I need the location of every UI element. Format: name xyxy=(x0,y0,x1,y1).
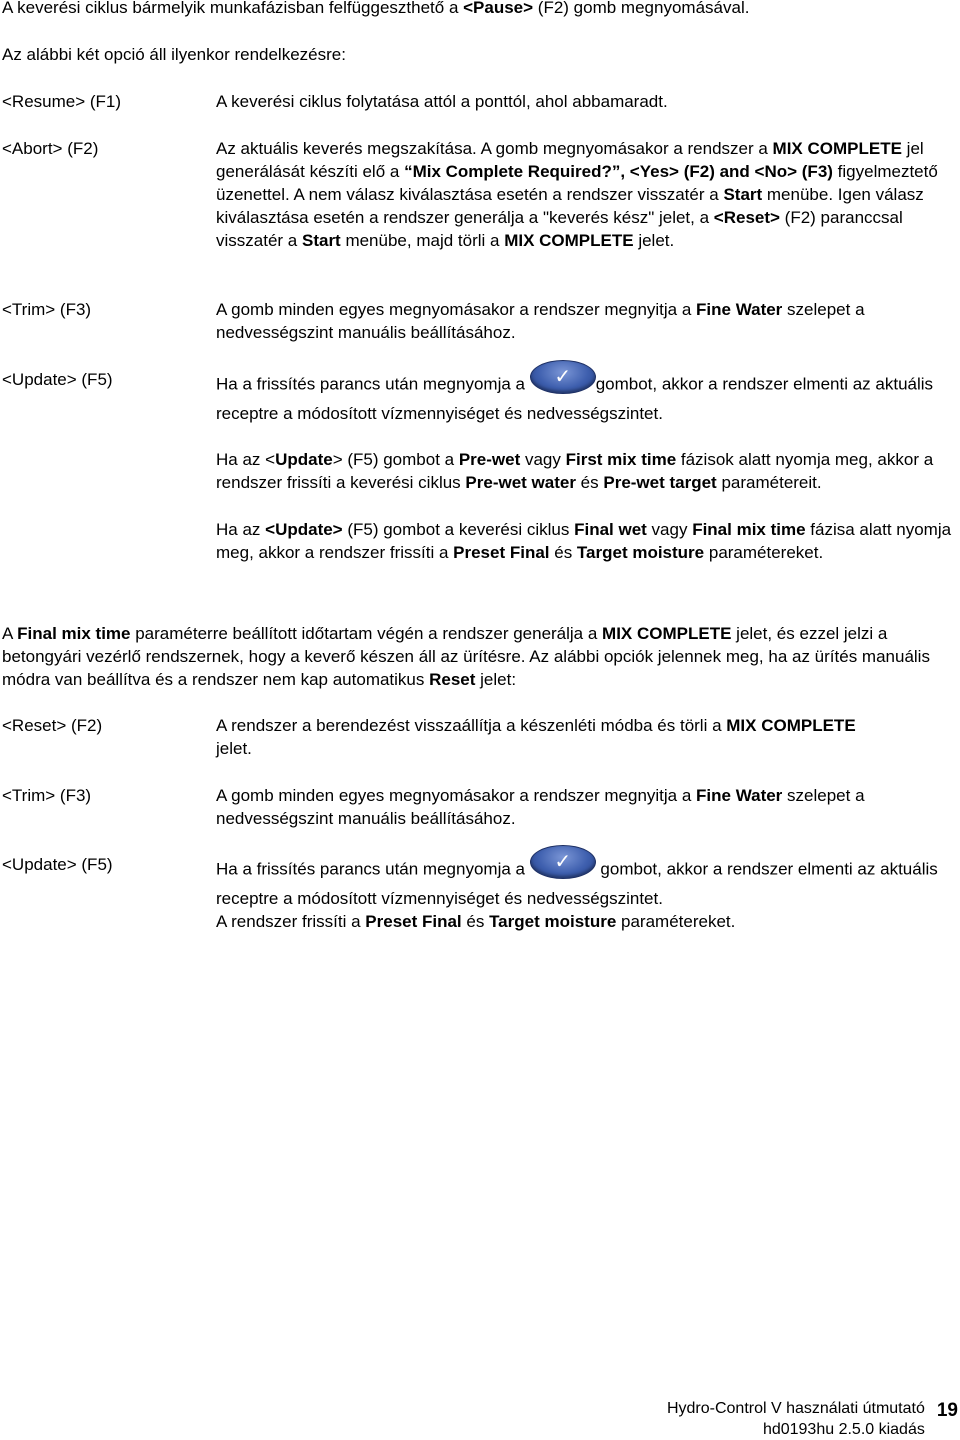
option-description: A keverési ciklus folytatása attól a ponttól, ahol abbamaradt. xyxy=(216,92,668,111)
option-trim-discharge xyxy=(2,784,958,830)
footer-edition: hd0193hu 2.5.0 kiadás xyxy=(762,1421,925,1438)
page-footer xyxy=(667,1398,958,1440)
footer-title: Hydro-Control V használati útmutató xyxy=(666,1400,925,1417)
intro-line-1: A keverési ciklus bármelyik munkafázisban felfüggeszthető a <Pause> (F2) gomb megnyomásával. xyxy=(2,0,750,17)
footer-text xyxy=(667,1398,925,1440)
option-key: <Trim> (F3) xyxy=(2,300,92,319)
option-description: A rendszer a berendezést visszaállítja a készenléti módba és törli a MIX COMPLETE jelet. xyxy=(216,716,856,758)
option-key: <Update> (F5) xyxy=(2,855,113,874)
option-update-discharge xyxy=(2,849,958,933)
option-description: Ha a frissítés parancs után megnyomja a ✓ gombot, akkor a rendszer elmenti az aktuális receptre a módosított vízmennyiséget és nedvességszintet. Ha az <Update> (F5) gombot a Pre-wet vagy First mix time fázisok alatt nyomja meg, akkor a rendszer frissíti a keverési ciklus Pre-wet water és Pre-wet target paramétereit. Ha az <Update> (F5) gombot a keverési ciklus Final wet vagy Final mix time fázisa alatt nyomja meg, akkor a rendszer frissíti a Preset Final és Target moisture paramétereket. xyxy=(216,368,958,564)
option-key: <Trim> (F3) xyxy=(2,786,92,805)
option-description: A gomb minden egyes megnyomásakor a rendszer megnyitja a Fine Water szelepet a nedvességszint manuális beállításához. xyxy=(216,300,865,342)
option-trim xyxy=(2,298,958,344)
option-key: <Reset> (F2) xyxy=(2,716,103,735)
option-reset xyxy=(2,714,958,760)
option-description: Ha a frissítés parancs után megnyomja a ✓ gombot, akkor a rendszer elmenti az aktuális receptre a módosított vízmennyiséget és nedvességszintet. A rendszer frissíti a Preset Final és Target moisture paramétereket. xyxy=(216,853,958,933)
final-mix-paragraph: A Final mix time paraméterre beállított időtartam végén a rendszer generálja a MIX COMPLETE jelet, és ezzel jelzi a betongyári vezérlő rendszernek, hogy a keverő készen áll az ürítésre. Az alábbi opciók jelennek meg, ha az ürítés manuális módra van beállítva és a rendszer nem kap automatikus Reset jelet: xyxy=(2,624,930,689)
option-key: <Abort> (F2) xyxy=(2,139,99,158)
option-key: <Resume> (F1) xyxy=(2,92,122,111)
intro-line-2: Az alábbi két opció áll ilyenkor rendelkezésre: xyxy=(2,45,346,64)
option-key: <Update> (F5) xyxy=(2,370,113,389)
option-description: Az aktuális keverés megszakítása. A gomb megnyomásakor a rendszer a MIX COMPLETE jel generálását készíti elő a “Mix Complete Required?”, <Yes> (F2) and <No> (F3) figyelmeztető üzenettel. A nem válasz kiválasztása esetén a rendszer visszatér a Start menübe. Igen válasz kiválasztása esetén a rendszer generálja a "keverés kész" jelet, a <Reset> (F2) paranccsal visszatér a Start menübe, majd törli a MIX COMPLETE jelet. xyxy=(216,139,938,250)
page-number: 19 xyxy=(936,1400,958,1421)
ok-check-button-icon: ✓ xyxy=(530,360,596,394)
option-abort xyxy=(2,137,958,252)
ok-check-button-icon: ✓ xyxy=(530,845,596,879)
option-description: A gomb minden egyes megnyomásakor a rendszer megnyitja a Fine Water szelepet a nedvességszint manuális beállításához. xyxy=(216,786,865,828)
option-update xyxy=(2,364,958,564)
option-resume xyxy=(2,90,958,113)
